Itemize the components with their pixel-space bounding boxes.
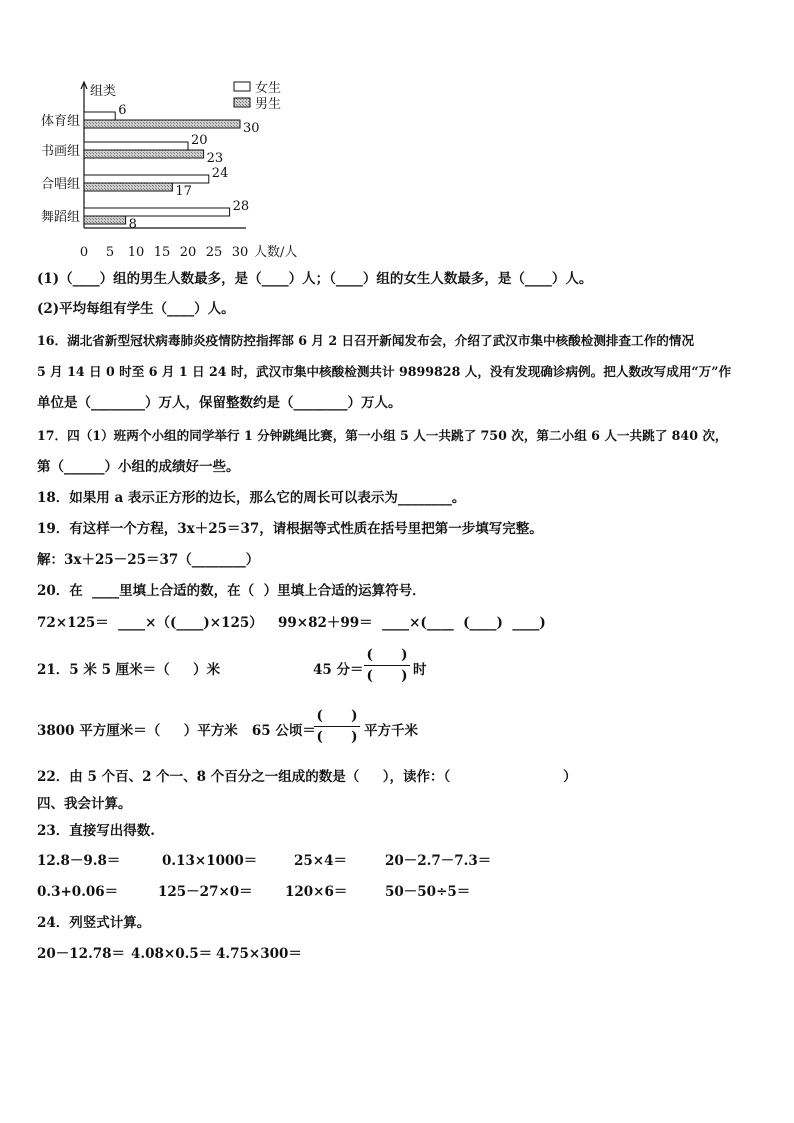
bar-girls (84, 175, 209, 183)
data-label: 8 (128, 217, 137, 232)
legend-swatch (234, 98, 250, 107)
q24-item: 4.08×0.5＝ (131, 946, 213, 962)
q21-time-unit: 时 (413, 662, 427, 678)
q21-area-fraction (314, 707, 360, 746)
q19-solution: 解：3x＋25－25＝37（________） (37, 552, 260, 568)
bar-girls (84, 142, 188, 150)
legend-label: 男生 (255, 97, 282, 112)
q23-item: 50－50÷5＝ (385, 884, 471, 900)
q17-line2: 第（______）小组的成绩好一些。 (37, 459, 240, 475)
q23-item: 0.3+0.06＝ (37, 884, 119, 900)
x-tick-label: 10 (127, 245, 145, 260)
q21-time-fraction (364, 646, 410, 685)
bar-boys (84, 120, 240, 128)
q21-area: 3800 平方厘米＝（ ）平方米 65 公顷＝ (37, 723, 316, 739)
q17-line1: 17．四（1）班两个小组的同学举行 1 分钟跳绳比赛，第一小组 5 人一共跳了 750 次，第二小组 6 人一共跳了 840 次， (37, 428, 728, 443)
q21-length: 21．5 米 5 厘米＝（ ）米 (37, 662, 221, 678)
data-label: 28 (232, 199, 250, 214)
y-axis-label: 组类 (90, 84, 117, 99)
q23-item: 125－27×0＝ (158, 884, 253, 900)
legend-label: 女生 (255, 81, 282, 96)
fraction-denominator: ( ) (316, 729, 358, 745)
data-label: 17 (175, 184, 192, 199)
data-label: 20 (191, 133, 208, 148)
fraction-bar (364, 665, 410, 666)
x-tick-label: 30 (231, 245, 249, 260)
data-label: 23 (206, 151, 224, 166)
x-tick-label: 0 (79, 245, 89, 260)
fraction-denominator: ( ) (366, 668, 408, 684)
q16-line2: 5 月 14 日 0 时至 6 月 1 日 24 时，武汉市集中核酸检测共计 9899828 人，没有发现确诊病例。把人数改写成用“万”作 (37, 364, 732, 379)
category-label: 舞蹈组 (40, 210, 80, 225)
category-label: 书画组 (40, 144, 80, 159)
q19: 19．有这样一个方程，3x＋25＝37，请根据等式性质在括号里把第一步填写完整。 (37, 521, 543, 537)
x-tick-label: 25 (205, 245, 223, 260)
bar-boys (84, 183, 172, 191)
fraction-bar (314, 726, 360, 727)
fraction-numerator: ( ) (316, 708, 358, 724)
q23-item: 12.8－9.8＝ (37, 853, 121, 869)
q24-item: 4.75×300＝ (216, 946, 302, 962)
q21-time-label: 45 分＝ (313, 662, 364, 678)
q16-line1: 16．湖北省新型冠状病毒肺炎疫情防控指挥部 6 月 2 日召开新闻发布会，介绍了武汉市集中核酸检测排查工作的情况 (37, 333, 695, 348)
x-tick-label: 5 (105, 245, 115, 260)
bar-chart (30, 78, 320, 268)
q24: 24．列竖式计算。 (37, 915, 151, 931)
data-label: 30 (243, 121, 260, 136)
x-tick-label: 20 (179, 245, 197, 260)
q20: 20．在 ____里填上合适的数，在（ ）里填上合适的运算符号． (37, 583, 426, 599)
q21-area-unit: 平方千米 (364, 723, 418, 739)
q18: 18．如果用 a 表示正方形的边长，那么它的周长可以表示为________。 (37, 490, 466, 506)
fraction-numerator: ( ) (366, 647, 408, 663)
data-label: 6 (118, 103, 127, 118)
q16-line3: 单位是（________）万人，保留整数约是（________）万人。 (37, 395, 402, 411)
x-tick-label: 15 (153, 245, 171, 260)
q20-expr-a: 72×125＝ ____×（(____)×125） (37, 615, 263, 631)
q23-item: 20－2.7－7.3＝ (385, 853, 492, 869)
category-label: 合唱组 (40, 177, 80, 192)
section-four-heading: 四、我会计算。 (37, 796, 132, 812)
bar-girls (84, 208, 230, 216)
q24-item: 20－12.78＝ (37, 946, 126, 962)
bar-boys (84, 216, 126, 224)
q22: 22．由 5 个百、2 个一、8 个百分之一组成的数是（ ），读作：（ ） (37, 769, 577, 785)
q20-expr-b: 99×82＋99＝ ____×(____ (____) ____) (278, 615, 546, 631)
q15-part2: (2)平均每组有学生（____）人。 (37, 301, 235, 317)
x-axis-label: 人数/人 (254, 245, 298, 260)
bar-boys (84, 150, 204, 158)
q23-item: 25×4＝ (294, 853, 347, 869)
data-label: 24 (211, 166, 229, 181)
bar-girls (84, 112, 115, 120)
q23-item: 0.13×1000＝ (162, 853, 258, 869)
legend-swatch (234, 82, 250, 91)
q23: 23．直接写出得数. (37, 823, 155, 839)
q15-part1: (1)（____）组的男生人数最多，是（____）人；（____）组的女生人数最多，是（____）人。 (37, 271, 593, 287)
q23-item: 120×6＝ (285, 884, 348, 900)
category-label: 体育组 (40, 114, 80, 129)
